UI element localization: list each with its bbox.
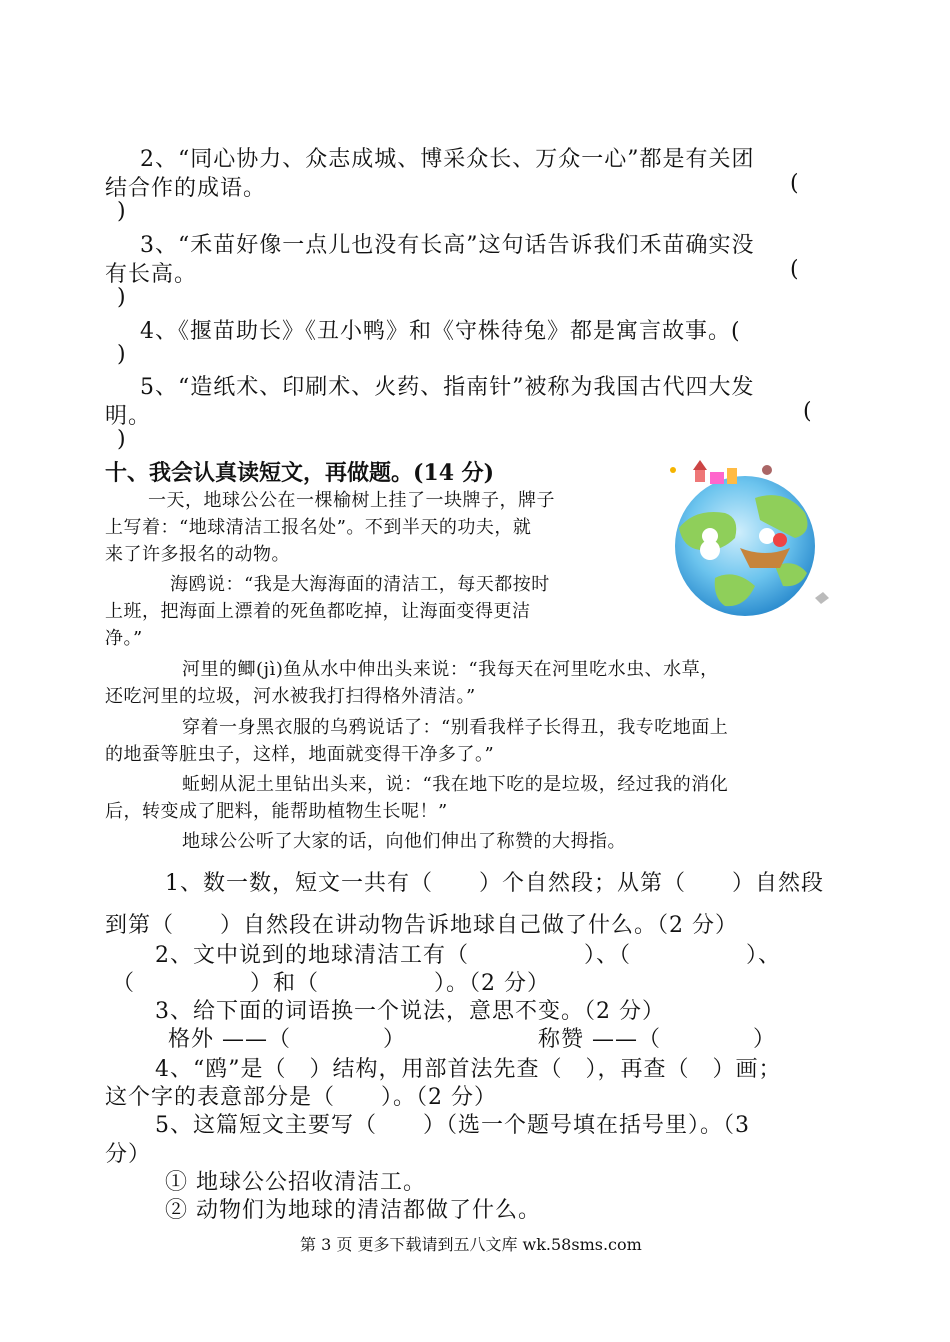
judge-q3-open: ( [790,257,800,282]
question-1-line2: 到第（ ）自然段在讲动物告诉地球自己做了什么。（2 分） [105,913,738,938]
earth-cartoon-icon [655,458,835,618]
section-heading: 十、我会认真读短文，再做题。(14 分) [105,460,495,486]
passage-p4-line2: 的地蚕等脏虫子，这样，地面就变得干净多了。” [105,744,495,765]
judge-q3-close: ) [117,285,127,310]
passage-p4-line1: 穿着一身黑衣服的乌鸦说话了：“别看我样子长得丑，我专吃地面上 [182,717,729,738]
question-1-line1: 1、数一数，短文一共有（ ）个自然段；从第（ ）自然段 [165,871,824,896]
question-3-text: 3、给下面的词语换一个说法，意思不变。（2 分） [155,999,665,1024]
passage-p6-line1: 地球公公听了大家的话，向他们伸出了称赞的大拇指。 [182,831,626,852]
option-1: ① 地球公公招收清洁工。 [165,1170,426,1195]
passage-p5-line2: 后，转变成了肥料，能帮助植物生长呢！” [105,801,448,822]
page-footer: 第 3 页 更多下载请到五八文库 wk.58sms.com [300,1235,642,1254]
judge-q2-close: ) [117,199,127,224]
passage-p2-line3: 净。” [105,628,143,649]
judge-q2-line2: 结合作的成语。 [105,176,267,201]
judge-q5-line2: 明。 [105,404,152,429]
question-3-item1: 格外 ——（ ） [168,1027,406,1052]
passage-p3-line2: 还吃河里的垃圾，河水被我打扫得格外清洁。” [105,686,476,707]
judge-q3-line2: 有长高。 [105,262,198,287]
judge-q2-line1: 2、“同心协力、众志成城、博采众长、万众一心”都是有关团 [140,147,755,172]
question-5-line2: 分） [105,1142,152,1167]
judge-q2-open: ( [790,171,800,196]
judge-q5-line1: 5、“造纸术、印刷术、火药、指南针”被称为我国古代四大发 [140,375,755,400]
judge-q4-line1: 4、《揠苗助长》《丑小鸭》和《守株待兔》都是寓言故事。( [140,319,741,344]
option-2: ② 动物们为地球的清洁都做了什么。 [165,1198,541,1223]
passage-p1-line1: 一天，地球公公在一棵榆树上挂了一块牌子，牌子 [148,490,555,511]
passage-p2-line2: 上班，把海面上漂着的死鱼都吃掉，让海面变得更洁 [105,601,531,622]
passage-p5-line1: 蚯蚓从泥土里钻出头来，说：“我在地下吃的是垃圾，经过我的消化 [182,774,729,795]
judge-q3-line1: 3、“禾苗好像一点儿也没有长高”这句话告诉我们禾苗确实没 [140,233,755,258]
judge-q5-close: ) [117,427,127,452]
passage-p3-line1: 河里的鲫(jì)鱼从水中伸出头来说：“我每天在河里吃水虫、水草， [182,659,719,680]
question-4-line1: 4、“鸥”是（ ）结构，用部首法先查（ ），再查（ ）画； [155,1057,782,1082]
question-5-line1: 5、这篇短文主要写（ ）（选一个题号填在括号里）。（3 [155,1113,750,1138]
judge-q5-open: ( [803,399,813,424]
passage-p1-line2: 上写着：“地球清洁工报名处”。不到半天的功夫，就 [105,517,532,538]
question-2-line2: （ ）和（ ）。（2 分） [112,971,550,996]
judge-q4-close: ) [117,342,127,367]
passage-p1-line3: 来了许多报名的动物。 [105,544,290,565]
passage-p2-line1: 海鸥说：“我是大海海面的清洁工，每天都按时 [170,574,550,595]
question-4-line2: 这个字的表意部分是（ ）。（2 分） [105,1085,497,1110]
question-2-line1: 2、文中说到的地球清洁工有（ ）、（ ）、 [155,943,781,968]
question-3-item2: 称赞 ——（ ） [538,1027,776,1052]
